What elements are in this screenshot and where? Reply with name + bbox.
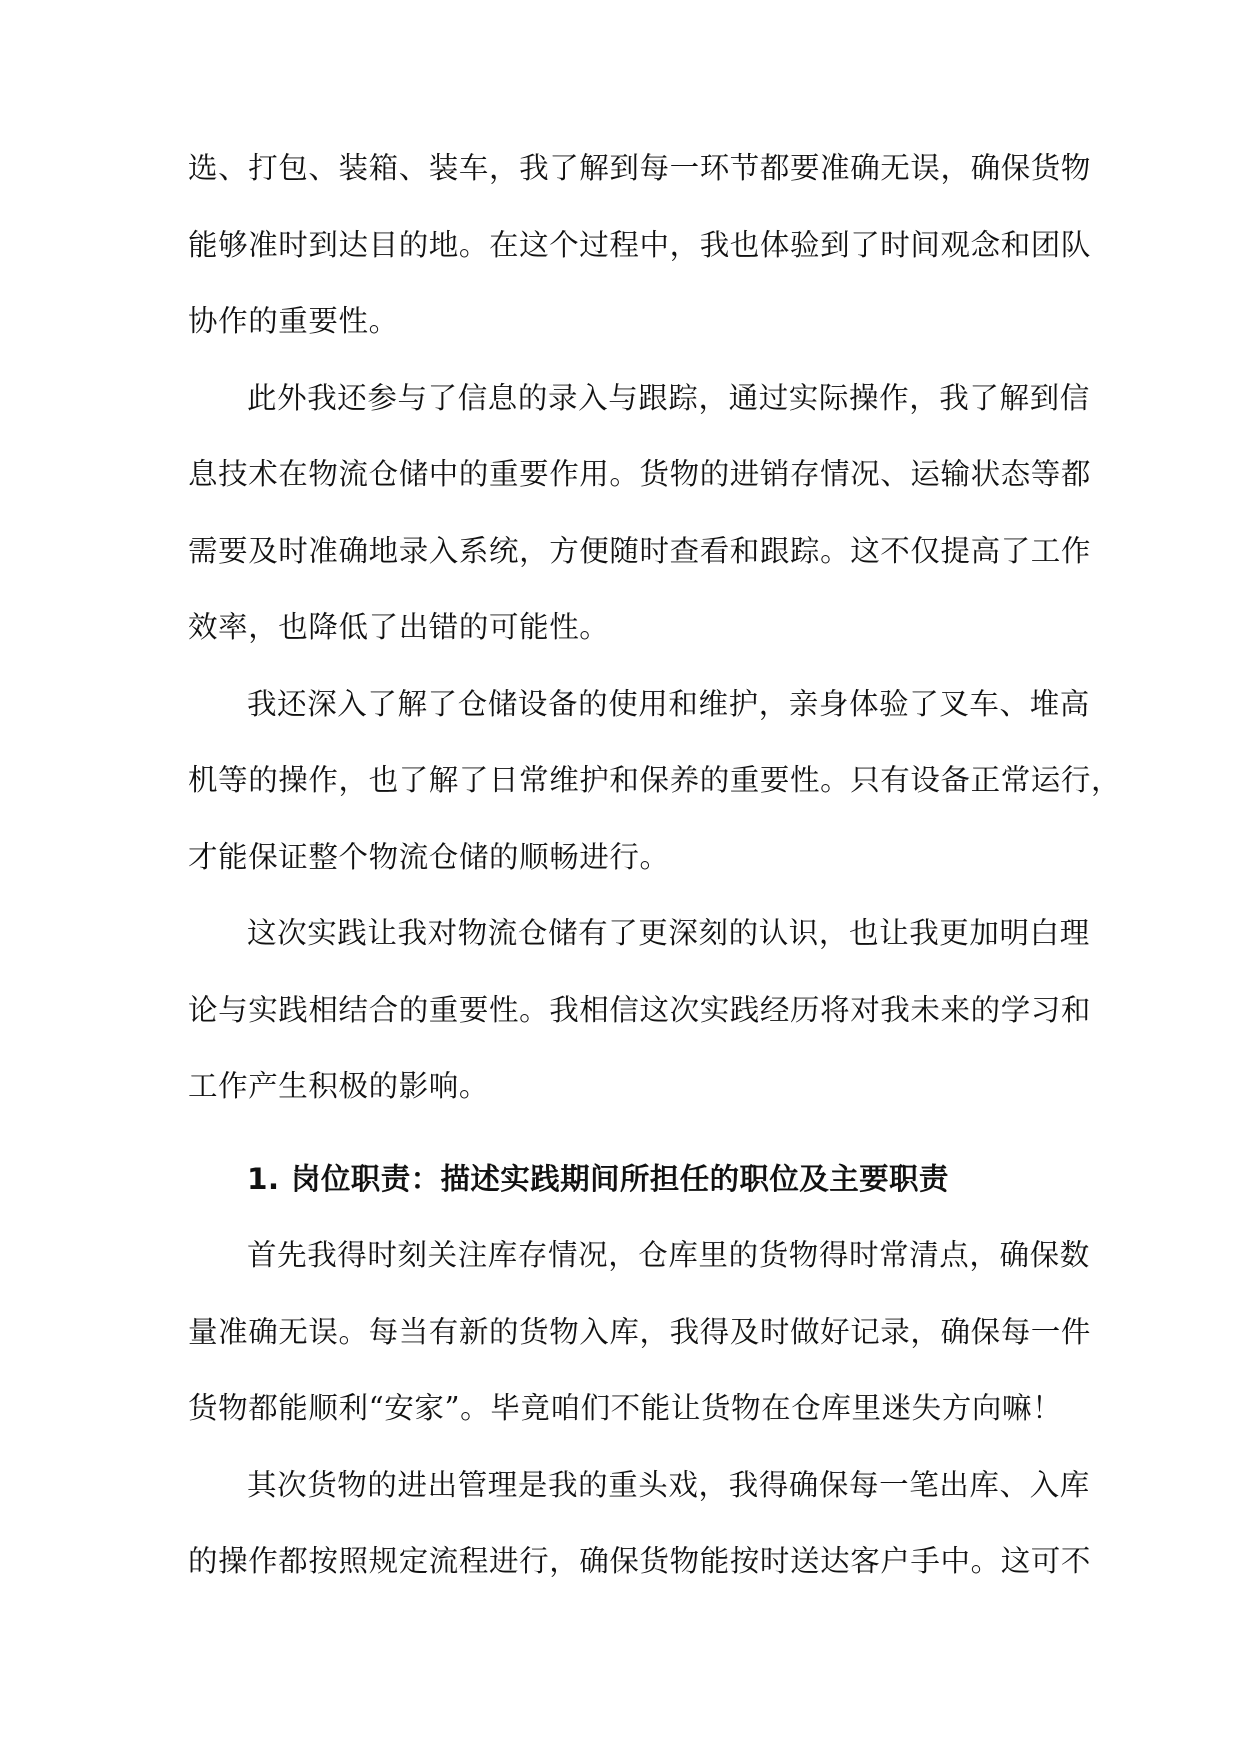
text-line: 其次货物的进出管理是我的重头戏，我得确保每一笔出库、入库 xyxy=(247,1467,1090,1502)
paragraph-information-tracking xyxy=(188,366,1092,672)
paragraph-equipment xyxy=(188,672,1122,902)
text-line: 工作产生积极的影响。 xyxy=(188,1069,490,1103)
section-gap xyxy=(188,1131,1058,1147)
text-line: 首先我得时刻关注库存情况，仓库里的货物得时常清点，确保数 xyxy=(247,1238,1090,1272)
text-line: 需要及时准确地录入系统，方便随时查看和跟踪。这不仅提高了工作 xyxy=(188,533,1092,568)
paragraph-inventory xyxy=(188,1223,1092,1453)
section-number: 1. xyxy=(247,1161,280,1196)
text-line: 论与实践相结合的重要性。我相信这次实践经历将对我未来的学习和 xyxy=(188,992,1092,1027)
paragraph-conclusion xyxy=(188,901,1092,1131)
text-line: 量准确无误。每当有新的货物入库，我得及时做好记录，确保每一件 xyxy=(188,1314,1092,1349)
text-line: 的操作都按照规定流程进行，确保货物能按时送达客户手中。这可不 xyxy=(188,1544,1092,1578)
paragraph-logistics-process xyxy=(188,136,1092,366)
text-line: 这次实践让我对物流仓储有了更深刻的认识，也让我更加明白理 xyxy=(247,916,1090,950)
text-line: 效率，也降低了出错的可能性。 xyxy=(188,610,610,644)
text-line: 协作的重要性。 xyxy=(188,304,399,338)
text-line: 息技术在物流仓储中的重要作用。货物的进销存情况、运输状态等都 xyxy=(188,457,1092,491)
text-line: 我还深入了解了仓储设备的使用和维护，亲身体验了叉车、堆高 xyxy=(247,686,1090,721)
section-heading xyxy=(188,1147,1058,1224)
section-title: 岗位职责：描述实践期间所担任的职位及主要职责 xyxy=(291,1161,949,1196)
text-line: 选、打包、装箱、装车，我了解到每一环节都要准确无误，确保货物 xyxy=(188,151,1092,185)
text-line: 机等的操作，也了解了日常维护和保养的重要性。只有设备正常运行， xyxy=(188,763,1122,797)
text-line: 此外我还参与了信息的录入与跟踪，通过实际操作，我了解到信 xyxy=(247,380,1090,415)
paragraph-inbound-outbound xyxy=(188,1453,1092,1606)
text-line: 货物都能顺利“安家”。毕竟咱们不能让货物在仓库里迷失方向嘛！ xyxy=(188,1391,1063,1425)
text-line: 能够准时到达目的地。在这个过程中，我也体验到了时间观念和团队 xyxy=(188,227,1092,262)
text-line: 才能保证整个物流仓储的顺畅进行。 xyxy=(188,839,670,874)
document-body xyxy=(188,136,1122,1606)
